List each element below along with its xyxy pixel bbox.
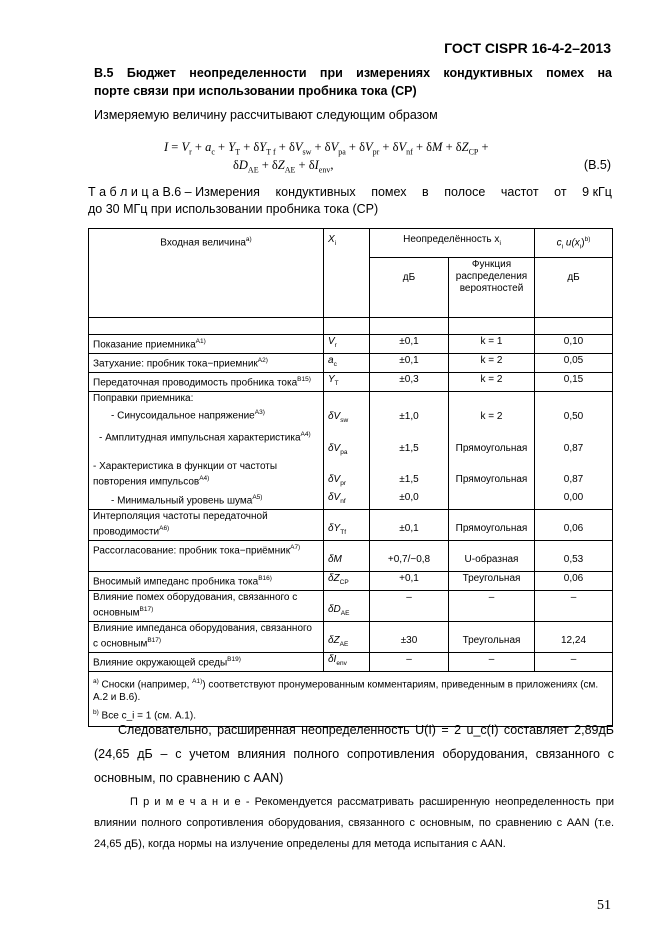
note-text: - Рекомендуется рассматривать расширенную неопределенность при влиянии полного сопротивления оборудования, связанного с основным, по сравнению с AAN (т.е. 24,65 дБ), когда нормы на излучение определены для метода испытания с AAN. xyxy=(94,796,614,850)
table-caption: Т а б л и ц а В.6 – Измерения кондуктивных помех в полосе частот от 9 кГц до 30 МГц при использовании пробника тока (СР) xyxy=(88,185,612,216)
conclusion-paragraph: Следовательно, расширенная неопределенность U(I) = 2 u_c(I) составляет 2,89дБ (24,65 дБ – с учетом влияния полного сопротивления оборудования, связанного с основным, по сравнению с AAN) xyxy=(94,723,614,785)
table-row: - Амплитудная импульсная характеристика$^{A4)}$ $\delta V_{pa}$ ±1,5 Прямоугольная 0,87 xyxy=(89,428,613,460)
table-row-group-heading: Поправки приемника: xyxy=(89,392,613,407)
table-spacer-row xyxy=(89,318,613,335)
table-row: Влияние окружающей среды$^{B19)}$ $\delta I_{env}$ – – – xyxy=(89,653,613,672)
table-row: Интерполяция частоты передаточной проводимости$^{A6)}$ $\delta Y_{Tf}$ ±0,1 Прямоугольная 0,06 xyxy=(89,510,613,541)
note-paragraph xyxy=(94,792,614,855)
table-row: Влияние импеданса оборудования, связанного с основным$^{B17)}$ $\delta Z_{AE}$ ±30 Треугольная 12,24 xyxy=(89,622,613,653)
note-label: П р и м е ч а н и е xyxy=(130,796,241,808)
table-row: - Минимальный уровень шума$^{A5)}$ $\delta V_{nf}$ ±0,0 0,00 xyxy=(89,491,613,510)
footnote-a: $^{a)}$ Сноски (например, $^{A1)}$) соответствуют пронумерованным комментариям, приведенным в приложениях (см. А.2 и В.6). xyxy=(93,678,599,704)
table-row: Затухание: пробник тока−приемник$^{A2)}$ $a_c$ ±0,1 k = 2 0,05 xyxy=(89,354,613,373)
uncertainty-budget-table xyxy=(88,228,613,727)
section-title-continued: порте связи при использовании пробника тока (СР) xyxy=(94,84,417,98)
intro-text: Измеряемую величину рассчитывают следующим образом xyxy=(94,108,438,122)
table-row: - Синусоидальное напряжение$^{A3)}$ $\delta V_{sw}$ ±1,0 k = 2 0,50 xyxy=(89,406,613,428)
table-row: Вносимый импеданс пробника тока$^{B16)}$ $\delta Z_{CP}$ +0,1 Треугольная 0,06 xyxy=(89,572,613,591)
formula-line-2: $\delta D_{AE} + \delta Z_{AE} + \delta I_{env}$, xyxy=(233,158,334,175)
formula-number: (В.5) xyxy=(583,158,611,172)
document-header: ГОСТ CISPR 16-4-2–2013 xyxy=(444,40,611,56)
section-title: В.5 Бюджет неопределенности при измерениях кондуктивных помех на xyxy=(94,66,612,80)
table-header-row: Входная величина$^{a)}$ $X_i$ Неопределённость $x_i$ $c_i$ $u(x_i)^{b)}$ xyxy=(89,229,613,258)
table-row: Влияние помех оборудования, связанного с основным$^{B17)}$ $\delta D_{AE}$ – – – xyxy=(89,591,613,622)
footnote-b: $^{b)}$ Все c_i = 1 (см. А.1). xyxy=(93,709,196,722)
formula-line-1: $I = V_r + a_c + Y_T + \delta Y_{T f} + \delta V_{sw} + \delta V_{pa} + \delta V_{pr} + \delta V_{nf} + \delta M + \delta Z_{CP}$ + xyxy=(164,140,489,157)
page-number: 51 xyxy=(597,898,611,913)
table-row: Передаточная проводимость пробника тока$^{B15)}$ $Y_T$ ±0,3 k = 2 0,15 xyxy=(89,373,613,392)
table-row: Рассогласование: пробник тока−приёмник$^{A7)}$ δM +0,7/−0,8 U-образная 0,53 xyxy=(89,541,613,572)
table-subheader-row: дБ Функция распределения вероятностей дБ xyxy=(89,258,613,318)
table-row: - Характеристика в функции от частоты повторения импульсов$^{A4)}$ $\delta V_{pr}$ ±1,5 Прямоугольная 0,87 xyxy=(89,460,613,491)
table-row: Показание приемника$^{A1)}$ $V_r$ ±0,1 k = 1 0,10 xyxy=(89,335,613,354)
